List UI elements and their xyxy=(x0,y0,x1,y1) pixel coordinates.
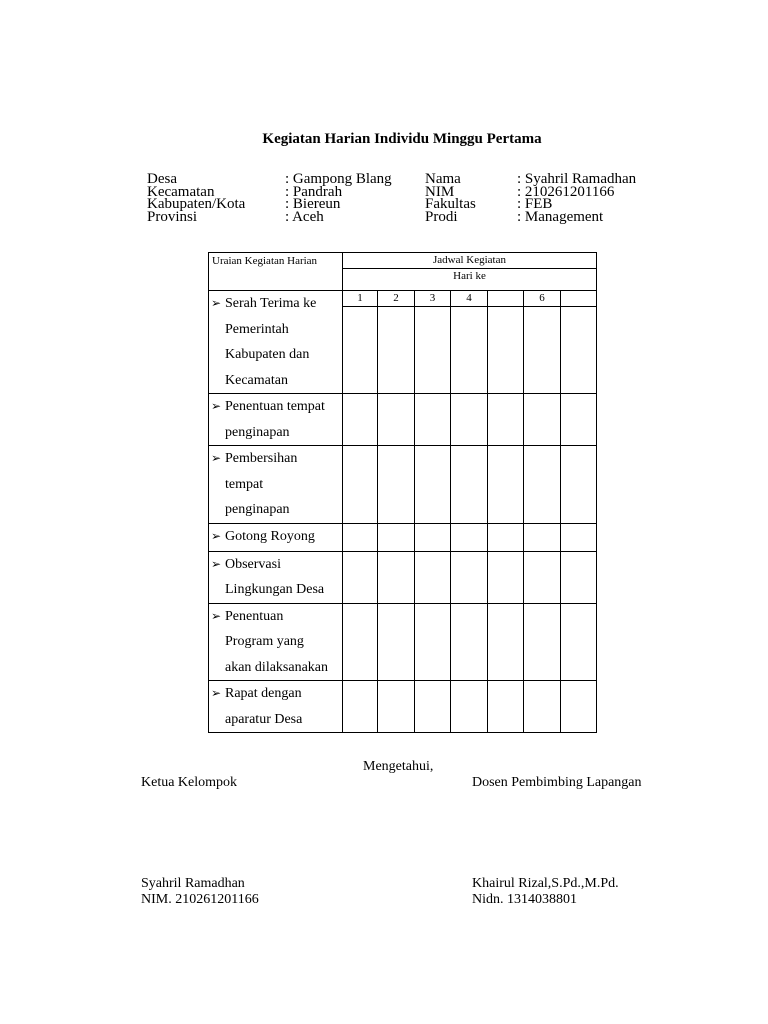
activity-cell xyxy=(209,603,343,681)
activity-text: Rapat dengan xyxy=(225,686,302,701)
day-number xyxy=(561,291,596,307)
acknowledged-label: Mengetahui, xyxy=(363,759,434,774)
day-cell xyxy=(343,446,378,524)
activity-cell xyxy=(209,291,343,394)
info-value-nim: : 210261201166 xyxy=(517,183,615,200)
activity-line: Lingkungan Desa xyxy=(225,582,325,597)
activity-line: Pemerintah xyxy=(225,321,289,337)
day-cell xyxy=(524,551,561,603)
day-cell xyxy=(343,394,378,446)
activity-first-line xyxy=(211,552,342,578)
day-cell xyxy=(343,551,378,603)
activity-row xyxy=(209,681,597,733)
bullet-arrow-icon: ➢ xyxy=(211,686,222,700)
day-cell xyxy=(488,603,524,681)
day-cell xyxy=(524,523,561,551)
day-cell xyxy=(451,446,488,524)
info-value-provinsi: : Aceh xyxy=(285,208,324,225)
right-id: Nidn. 1314038801 xyxy=(472,892,577,907)
activity-text: Gotong Royong xyxy=(225,528,315,544)
activity-row xyxy=(209,394,597,446)
day-cell xyxy=(488,394,524,446)
info-value-nama: : Syahril Ramadhan xyxy=(517,171,637,187)
info-label-fakultas: Fakultas xyxy=(425,196,476,212)
day-cell xyxy=(561,603,597,681)
day-cell xyxy=(524,446,561,524)
day-cell xyxy=(378,291,415,394)
activity-text: Penentuan xyxy=(225,608,284,624)
activity-row xyxy=(209,291,597,394)
day-cell xyxy=(415,523,451,551)
activity-cell xyxy=(209,551,343,603)
activity-line: penginapan xyxy=(225,502,290,517)
day-cell xyxy=(488,681,524,733)
activity-first-line xyxy=(211,604,342,630)
info-left-values xyxy=(285,173,392,223)
activity-first-line xyxy=(211,681,342,707)
header-activity: Uraian Kegiatan Harian xyxy=(209,253,343,291)
activity-row xyxy=(209,603,597,681)
day-cell xyxy=(378,603,415,681)
info-right-values xyxy=(517,173,636,223)
info-label-kabupaten: Kabupaten/Kota xyxy=(147,196,246,212)
activity-first-line xyxy=(211,394,342,420)
day-number xyxy=(488,291,523,307)
day-cell xyxy=(488,446,524,524)
day-cell xyxy=(378,681,415,733)
day-cell xyxy=(343,603,378,681)
day-cell xyxy=(415,291,451,394)
activity-line: Kabupaten dan xyxy=(225,347,310,362)
activity-text: Penentuan tempat xyxy=(225,399,325,414)
info-label-prodi: Prodi xyxy=(425,208,458,225)
day-cell xyxy=(488,551,524,603)
day-cell xyxy=(451,681,488,733)
right-name: Khairul Rizal,S.Pd.,M.Pd. xyxy=(472,876,619,891)
document-title: Kegiatan Harian Individu Minggu Pertama xyxy=(262,131,542,147)
day-number: 4 xyxy=(451,291,487,307)
activity-first-line xyxy=(211,291,342,317)
day-cell xyxy=(343,523,378,551)
bullet-arrow-icon: ➢ xyxy=(211,296,222,310)
day-cell xyxy=(378,523,415,551)
day-cell xyxy=(343,681,378,733)
day-cell xyxy=(415,551,451,603)
day-cell xyxy=(451,551,488,603)
day-cell xyxy=(561,446,597,524)
info-value-fakultas: : FEB xyxy=(517,196,553,212)
day-cell xyxy=(488,291,524,394)
day-cell xyxy=(561,394,597,446)
info-value-kabupaten: : Biereun xyxy=(285,196,341,212)
bullet-arrow-icon: ➢ xyxy=(211,528,222,543)
activity-row xyxy=(209,446,597,524)
activity-cell xyxy=(209,446,343,524)
activity-first-line xyxy=(211,524,342,550)
day-cell xyxy=(561,523,597,551)
activity-text: Serah Terima ke xyxy=(225,296,317,311)
day-cell xyxy=(451,523,488,551)
activity-line: aparatur Desa xyxy=(225,711,303,727)
day-cell xyxy=(488,523,524,551)
activity-cell xyxy=(209,523,343,551)
day-cell xyxy=(524,394,561,446)
day-number: 3 xyxy=(415,291,450,307)
day-cell xyxy=(451,291,488,394)
day-cell xyxy=(561,551,597,603)
info-label-kecamatan: Kecamatan xyxy=(147,183,215,200)
activity-line: tempat xyxy=(225,476,264,492)
day-cell xyxy=(451,603,488,681)
day-cell xyxy=(415,603,451,681)
activity-line: Kecamatan xyxy=(225,372,288,388)
day-cell xyxy=(415,681,451,733)
activity-row xyxy=(209,523,597,551)
left-id: NIM. 210261201166 xyxy=(141,892,259,907)
day-cell xyxy=(524,603,561,681)
info-label-desa: Desa xyxy=(147,171,177,187)
schedule-table xyxy=(208,252,597,733)
header-day: Hari ke xyxy=(343,269,597,291)
activity-row xyxy=(209,551,597,603)
day-cell xyxy=(378,446,415,524)
activity-line: penginapan xyxy=(225,424,290,440)
day-cell xyxy=(524,681,561,733)
bullet-arrow-icon: ➢ xyxy=(211,608,222,623)
activity-cell xyxy=(209,394,343,446)
day-cell xyxy=(415,394,451,446)
info-value-kecamatan: : Pandrah xyxy=(285,183,343,200)
info-value-desa: : Gampong Blang xyxy=(285,171,392,187)
activity-first-line xyxy=(211,446,342,472)
bullet-arrow-icon: ➢ xyxy=(211,399,222,413)
info-label-provinsi: Provinsi xyxy=(147,208,198,225)
info-right-labels xyxy=(425,173,476,223)
info-left-labels xyxy=(147,173,245,223)
left-role: Ketua Kelompok xyxy=(141,775,238,790)
day-cell xyxy=(561,291,597,394)
info-value-prodi: : Management xyxy=(517,208,604,225)
info-label-nama: Nama xyxy=(425,171,461,187)
activity-text: Observasi xyxy=(225,556,281,572)
info-label-nim: NIM xyxy=(425,183,455,200)
day-number: 2 xyxy=(378,291,414,307)
day-number: 6 xyxy=(524,291,560,307)
bullet-arrow-icon: ➢ xyxy=(211,451,222,465)
day-cell xyxy=(343,291,378,394)
day-cell xyxy=(561,681,597,733)
day-cell xyxy=(451,394,488,446)
header-schedule: Jadwal Kegiatan xyxy=(343,253,597,269)
bullet-arrow-icon: ➢ xyxy=(211,556,222,571)
activity-line: akan dilaksanakan xyxy=(225,659,329,675)
left-name: Syahril Ramadhan xyxy=(141,876,245,891)
activity-cell xyxy=(209,681,343,733)
day-number: 1 xyxy=(343,291,377,307)
day-cell xyxy=(378,551,415,603)
right-role: Dosen Pembimbing Lapangan xyxy=(472,775,642,790)
day-cell xyxy=(378,394,415,446)
day-cell xyxy=(524,291,561,394)
day-cell xyxy=(415,446,451,524)
activity-line: Program yang xyxy=(225,634,304,649)
activity-text: Pembersihan xyxy=(225,451,298,466)
